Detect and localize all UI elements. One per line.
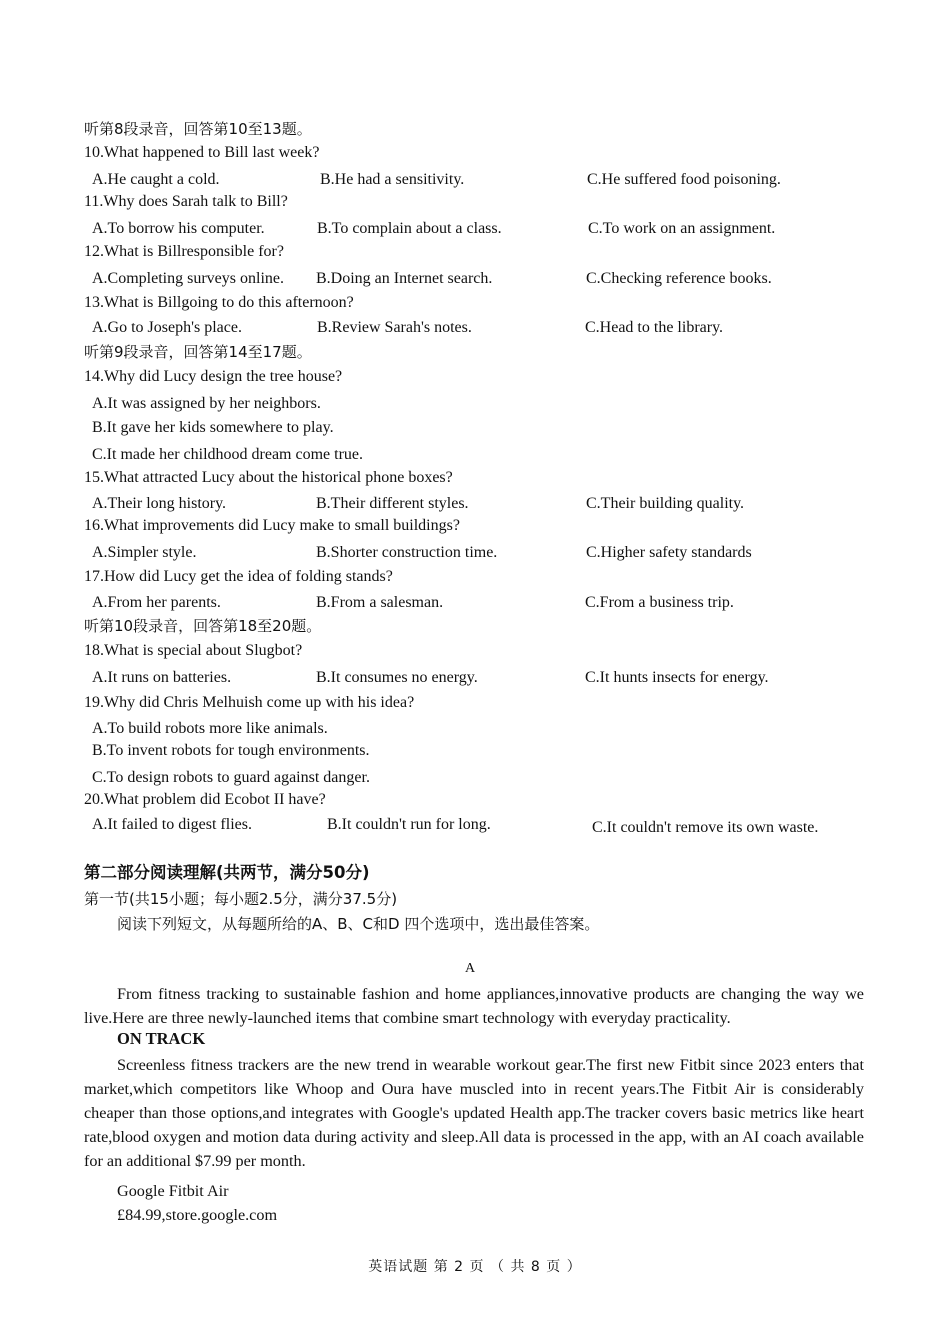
option-a: A.To borrow his computer.	[92, 220, 265, 237]
option-a: A.Go to Joseph's place.	[92, 319, 242, 336]
question-text: 19.Why did Chris Melhuish come up with his idea?	[84, 694, 415, 711]
option-a: A.Completing surveys online.	[92, 270, 284, 287]
option-a: A.It was assigned by her neighbors.	[92, 395, 321, 412]
part-title: 第二部分阅读理解(共两节，满分50分)	[84, 863, 370, 882]
option-b: B.It couldn't run for long.	[327, 816, 491, 833]
product-price: £84.99,store.google.com	[117, 1206, 278, 1224]
option-a: A.Simpler style.	[92, 544, 197, 561]
option-c: C.He suffered food poisoning.	[587, 171, 781, 188]
option-a: A.It runs on batteries.	[92, 669, 232, 686]
section-heading: 听第10段录音，回答第18至20题。	[84, 617, 322, 635]
question-text: 20.What problem did Ecobot II have?	[84, 791, 326, 808]
option-b: B.It gave her kids somewhere to play.	[92, 419, 334, 436]
product-name: Google Fitbit Air	[117, 1182, 229, 1200]
passage-body: Screenless fitness trackers are the new trend in wearable workout gear.The first new Fitbit since 2023 enters that market,which competitors like Whoop and Oura have muscled into in recent years.The Fitbit Air is considerably cheaper than those options,and integrates with Google's updated Health app.The tracker covers basic metrics like heart rate,blood oxygen and motion data during activity and sleep.All data is processed in the app, with an AI coach available for an additional $7.99 per month.	[84, 1056, 864, 1170]
option-c: C.Checking reference books.	[586, 270, 772, 287]
option-a: A.To build robots more like animals.	[92, 720, 328, 737]
option-c: C.Their building quality.	[586, 495, 745, 512]
option-c: C.It couldn't remove its own waste.	[592, 819, 819, 836]
question-text: 10.What happened to Bill last week?	[84, 144, 320, 161]
option-c: C.It hunts insects for energy.	[585, 669, 769, 686]
option-a: A.Their long history.	[92, 495, 227, 512]
option-b: B.Review Sarah's notes.	[317, 319, 472, 336]
section-heading: 听第9段录音，回答第14至17题。	[84, 343, 312, 361]
option-c: C.It made her childhood dream come true.	[92, 446, 364, 463]
question-text: 17.How did Lucy get the idea of folding stands?	[84, 568, 393, 585]
option-a: A.He caught a cold.	[92, 171, 220, 188]
option-b: B.He had a sensitivity.	[320, 171, 465, 188]
option-a: A.It failed to digest flies.	[92, 816, 252, 833]
option-b: B.It consumes no energy.	[316, 669, 478, 686]
question-text: 16.What improvements did Lucy make to small buildings?	[84, 517, 460, 534]
question-text: 11.Why does Sarah talk to Bill?	[84, 193, 288, 210]
instruction-text: 阅读下列短文，从每题所给的A、B、C和D 四个选项中，选出最佳答案。	[117, 915, 600, 933]
option-c: C.To design robots to guard against danger.	[92, 769, 370, 786]
subheading: ON TRACK	[117, 1029, 206, 1048]
option-c: C.From a business trip.	[585, 594, 734, 611]
section-subtitle: 第一节(共15小题；每小题2.5分，满分37.5分)	[84, 890, 398, 908]
option-b: B.From a salesman.	[316, 594, 444, 611]
option-b: B.Their different styles.	[316, 495, 469, 512]
option-b: B.Shorter construction time.	[316, 544, 498, 561]
option-a: A.From her parents.	[92, 594, 221, 611]
option-b: B.To complain about a class.	[317, 220, 502, 237]
option-c: C.Higher safety standards	[586, 544, 752, 561]
option-c: C.Head to the library.	[585, 319, 724, 336]
option-c: C.To work on an assignment.	[588, 220, 776, 237]
question-text: 12.What is Billresponsible for?	[84, 243, 284, 260]
question-text: 13.What is Billgoing to do this afternoon?	[84, 294, 354, 311]
option-b: B.To invent robots for tough environments.	[92, 742, 370, 759]
passage-letter: A	[464, 961, 476, 976]
option-b: B.Doing an Internet search.	[316, 270, 493, 287]
question-text: 18.What is special about Slugbot?	[84, 642, 303, 659]
section-heading: 听第8段录音，回答第10至13题。	[84, 120, 312, 138]
passage-intro: From fitness tracking to sustainable fashion and home appliances,innovative products are changing the way we live.Here are three newly-launched items that combine smart technology with everyday practicality.	[84, 985, 864, 1027]
question-text: 15.What attracted Lucy about the historical phone boxes?	[84, 469, 453, 486]
page-footer: 英语试题 第 2 页 （ 共 8 页 ）	[368, 1259, 582, 1275]
question-text: 14.Why did Lucy design the tree house?	[84, 368, 343, 385]
